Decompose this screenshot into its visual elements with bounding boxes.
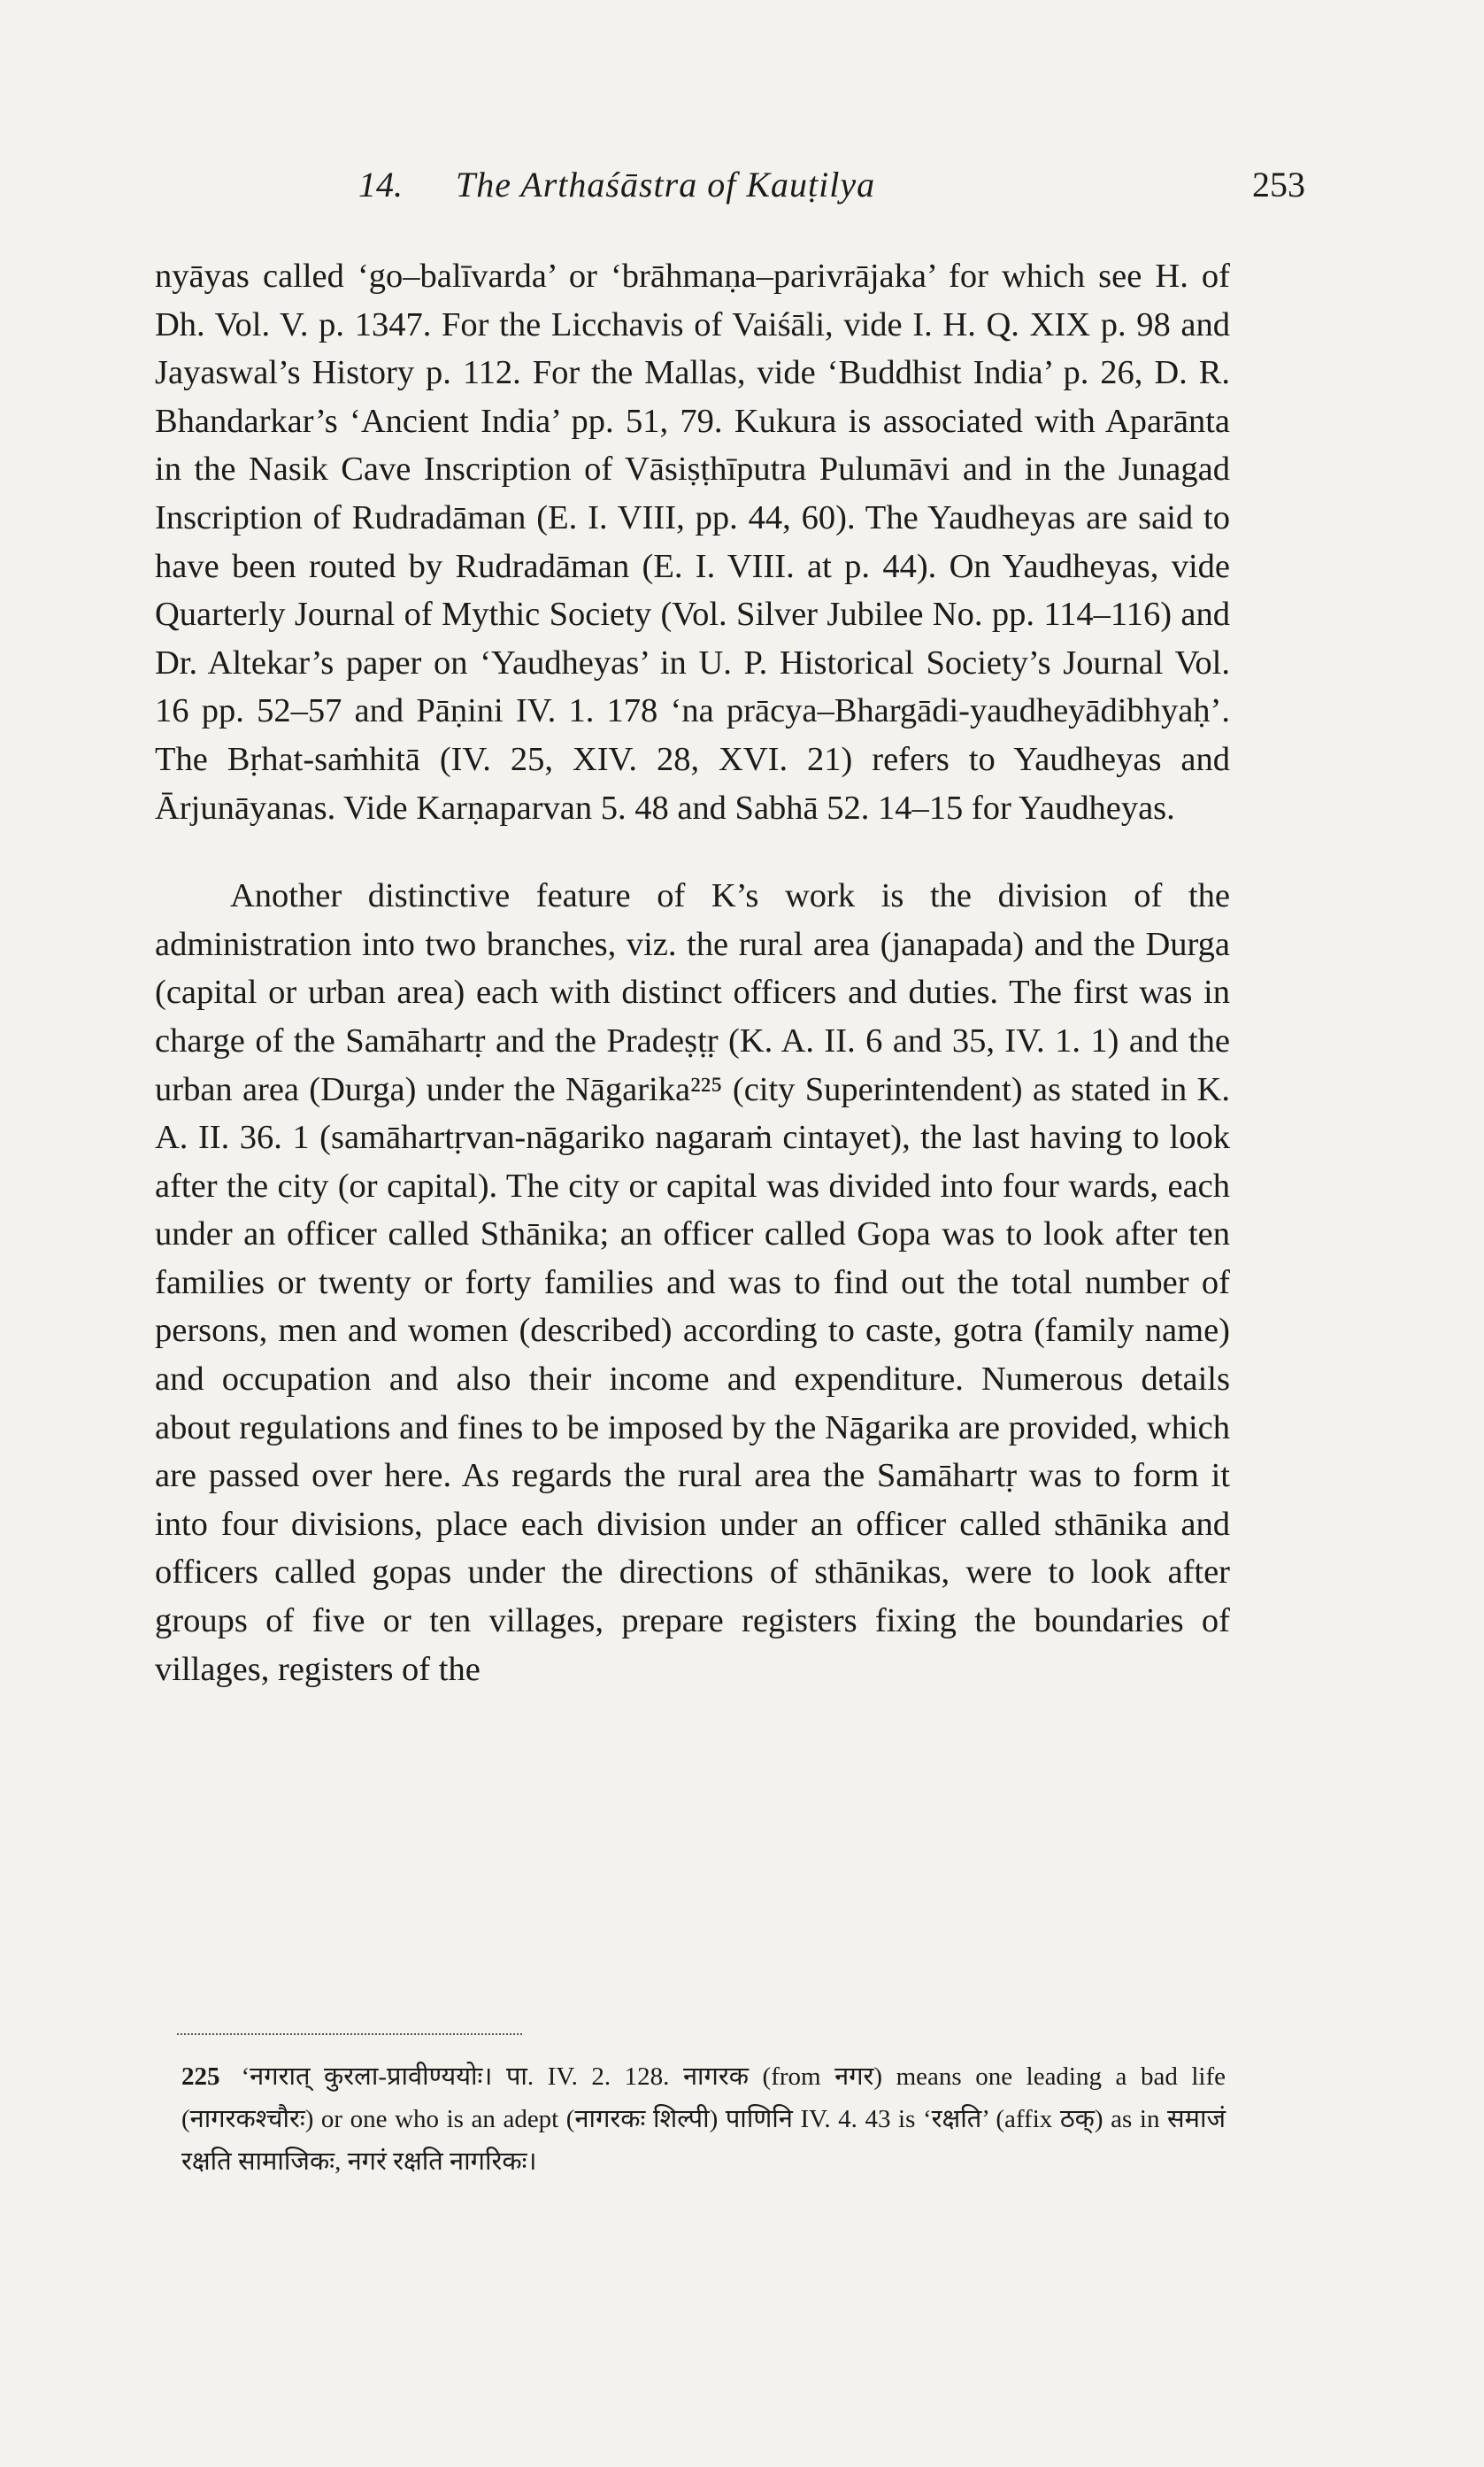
footnote-text: ‘नगरात् कुरला-प्रावीण्ययोः। पा. IV. 2. 128. नागरक (from नगर) means one leading a bad life (नागरकश्चौरः) or one who is an adept (नागरकः शिल्पी) पाणिनि IV. 4. 43 is ‘रक्षति’ (affix ठक्) as in समाजं रक्षति सामाजिकः, नगरं रक्षति नागरिकः। bbox=[181, 2062, 1226, 2176]
footnote-block bbox=[181, 2055, 1226, 2183]
page-number: 253 bbox=[1252, 165, 1305, 204]
main-text bbox=[155, 252, 1230, 1693]
running-title: The Arthaśāstra of Kauṭilya bbox=[456, 165, 876, 204]
paragraph-continued: nyāyas called ‘go–balīvarda’ or ‘brāhmaṇa–parivrājaka’ for which see H. of Dh. Vol. V. p. 1347. For the Licchavis of Vaiśāli, vide I. H. Q. XIX p. 98 and Jayaswal’s History p. 112. For the Mallas, vide ‘Buddhist India’ p. 26, D. R. Bhandarkar’s ‘Ancient India’ pp. 51, 79. Kukura is associated with Aparānta in the Nasik Cave Inscription of Vāsiṣṭhīputra Pulumāvi and in the Junagad Inscription of Rudradāman (E. I. VIII, pp. 44, 60). The Yaudheyas are said to have been routed by Rudradāman (E. I. VIII. at p. 44). On Yaudheyas, vide Quarterly Journal of Mythic Society (Vol. Silver Jubilee No. pp. 114–116) and Dr. Altekar’s paper on ‘Yaudheyas’ in U. P. Historical Society’s Journal Vol. 16 pp. 52–57 and Pāṇini IV. 1. 178 ‘na prācya–Bhargādi-yaudheyādibhyaḥ’. The Bṛhat-saṁhitā (IV. 25, XIV. 28, XVI. 21) refers to Yaudheyas and Ārjunāyanas. Vide Karṇaparvan 5. 48 and Sabhā 52. 14–15 for Yaudheyas. bbox=[155, 258, 1230, 827]
footnote-separator bbox=[177, 2033, 522, 2038]
chapter-marker: 14. bbox=[358, 165, 403, 204]
paragraph-administration: Another distinctive feature of K’s work is the division of the administration into two branches, viz. the rural area (janapada) and the Durga (capital or urban area) each with distinct officers and duties. The first was in charge of the Samāhartṛ and the Pradeṣṭṛ (K. A. II. 6 and 35, IV. 1. 1) and the urban area (Durga) under the Nāgarika²²⁵ (city Superintendent) as stated in K. A. II. 36. 1 (samāhartṛvan-nāgariko nagaraṁ cintayet), the last having to look after the city (or capital). The city or capital was divided into four wards, each under an officer called Sthānika; an officer called Gopa was to look after ten families or twenty or forty families and was to find out the total number of persons, men and women (described) according to caste, gotra (family name) and occupation and also their income and expenditure. Numerous details about regulations and fines to be imposed by the Nāgarika are provided, which are passed over here. As regards the rural area the Samāhartṛ was to form it into four divisions, place each division under an officer called sthānika and officers called gopas under the directions of sthānikas, were to look after groups of five or ten villages, prepare registers fixing the boundaries of villages, registers of the bbox=[155, 877, 1230, 1688]
running-header bbox=[155, 164, 1305, 226]
footnote-number: 225 bbox=[181, 2062, 220, 2091]
